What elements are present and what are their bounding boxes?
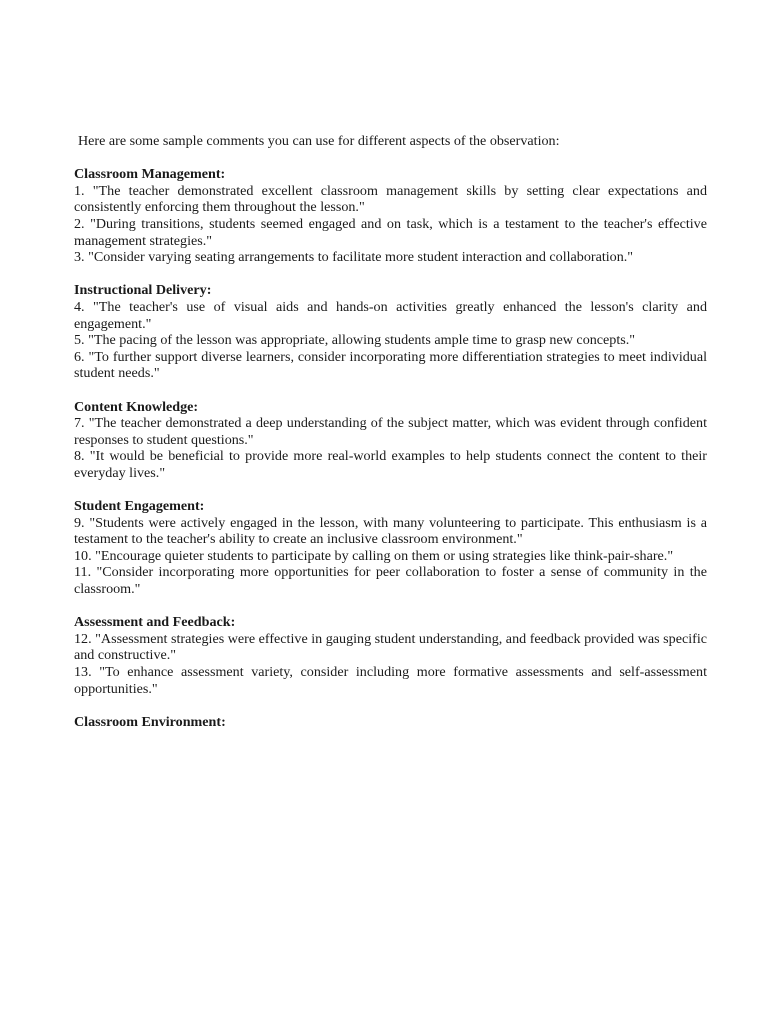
comment-item: 9. "Students were actively engaged in the lesson, with many volunteering to participate. This enthusiasm is a testament to the teacher's ability to create an inclusive classroom environment." [74,514,707,548]
comment-item: 2. "During transitions, students seemed engaged and on task, which is a testament to the teacher's effective management strategies." [74,215,707,249]
section-heading: Classroom Environment: [74,713,226,730]
section-heading: Classroom Management: [74,166,226,183]
section-classroom-environment [74,714,707,731]
section-content-knowledge [74,399,707,482]
comment-item: 3. "Consider varying seating arrangements to facilitate more student interaction and collaboration." [74,249,634,266]
comment-item: 6. "To further support diverse learners, consider incorporating more differentiation strategies to meet individual student needs." [74,348,707,382]
section-assessment-feedback [74,614,707,697]
comment-item: 8. "It would be beneficial to provide more real-world examples to help students connect the content to their everyday lives." [74,448,707,481]
comment-item: 7. "The teacher demonstrated a deep understanding of the subject matter, which was evident through confident responses to student questions." [74,415,707,448]
comment-item: 5. "The pacing of the lesson was appropriate, allowing students ample time to grasp new concepts." [74,332,636,349]
document-page [74,133,707,747]
intro-paragraph: Here are some sample comments you can use for different aspects of the observation: [78,133,560,149]
section-heading: Student Engagement: [74,498,205,515]
section-heading: Assessment and Feedback: [74,614,236,631]
comment-item: 11. "Consider incorporating more opportunities for peer collaboration to foster a sense of community in the classroom." [74,564,707,598]
comment-item: 10. "Encourage quieter students to participate by calling on them or using strategies like think-pair-share." [74,547,674,564]
section-classroom-management [74,166,707,266]
section-heading: Instructional Delivery: [74,282,212,299]
section-instructional-delivery [74,282,707,382]
section-student-engagement [74,498,707,598]
section-heading: Content Knowledge: [74,398,199,415]
comment-item: 1. "The teacher demonstrated excellent classroom management skills by setting clear expectations and consistently enforcing them throughout the lesson." [74,182,707,216]
comment-item: 4. "The teacher's use of visual aids and hands-on activities greatly enhanced the lesson's clarity and engagement." [74,298,707,332]
comment-item: 12. "Assessment strategies were effective in gauging student understanding, and feedback provided was specific and constructive." [74,630,707,664]
comment-item: 13. "To enhance assessment variety, consider including more formative assessments and self-assessment opportunities." [74,664,707,697]
